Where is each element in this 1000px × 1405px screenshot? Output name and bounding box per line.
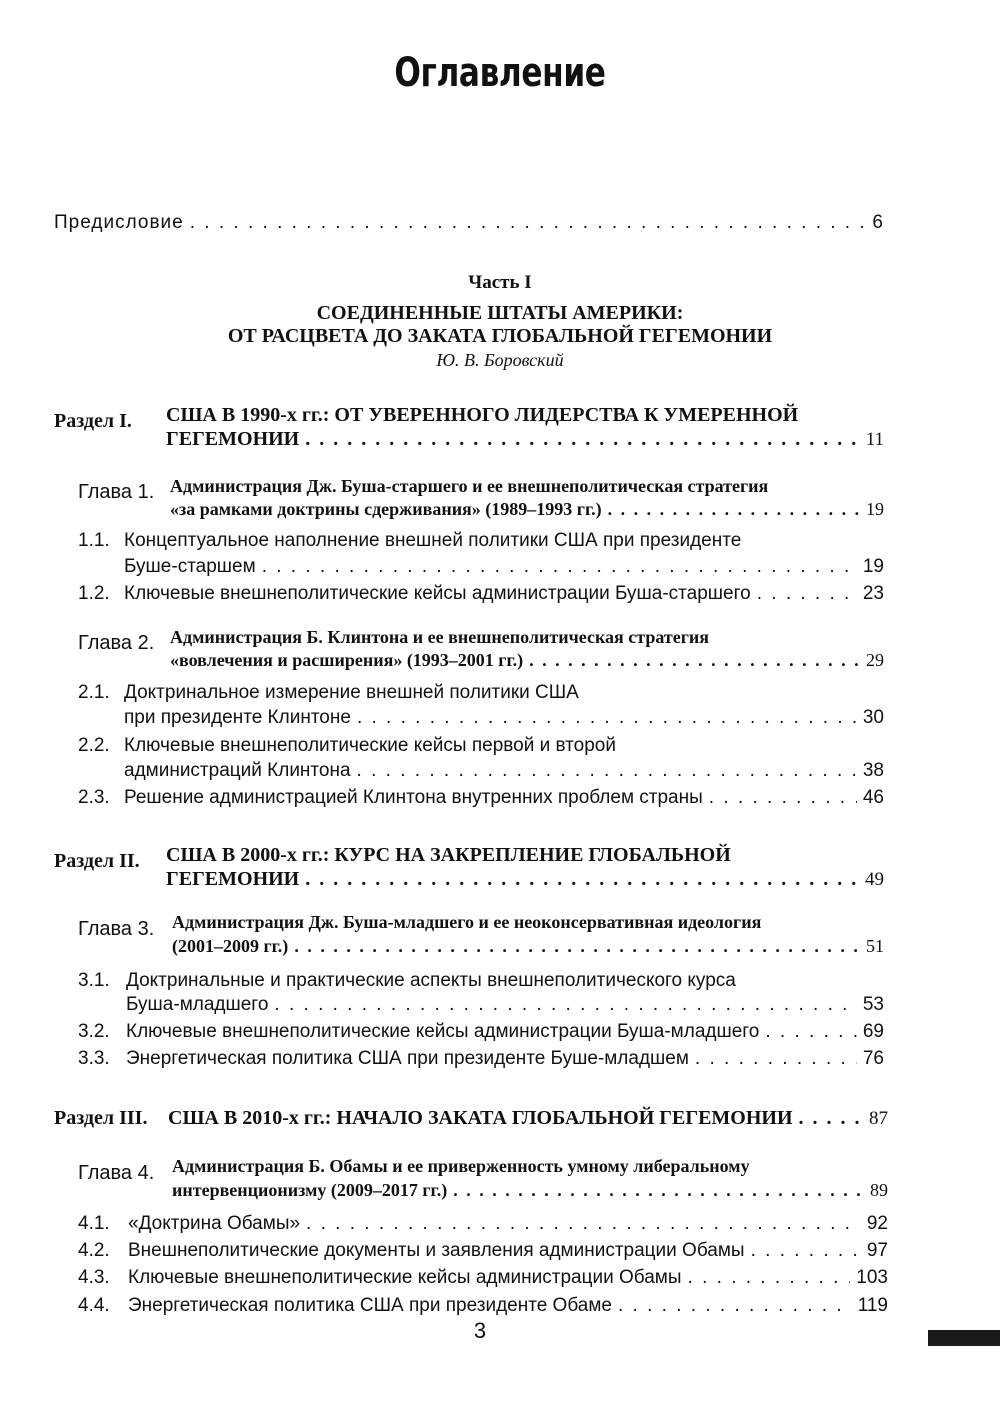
chapter-page: 51 [866,936,884,956]
toc-subsection-4-4[interactable] [78,1295,888,1317]
chapter-page: 89 [870,1180,888,1200]
subsection-title-line1: Доктринальное измерение внешней политики США [124,682,579,703]
subsection-title-line1: Концептуальное наполнение внешней политики США при президенте [124,530,742,551]
subsection-page: 69 [862,1021,884,1042]
section-page: 49 [865,869,884,890]
toc-subsection-3-2[interactable] [78,1021,884,1043]
subsection-title-line2: Буше-старшем [124,556,256,577]
preface-label: Предисловие [54,212,184,233]
leader-dots [709,787,857,809]
leader-dots [608,499,860,520]
toc-section-3[interactable] [54,1107,888,1130]
leader-dots [695,1048,857,1070]
subsection-title-line1: Ключевые внешнеполитические кейсы первой и второй [124,735,616,756]
toc-subsection-3-3[interactable] [78,1048,884,1070]
chapter-title-line2: «за рамками доктрины сдерживания» (1989–1993 гг.) [170,499,602,519]
subsection-page: 38 [862,760,884,781]
leader-dots [357,760,857,782]
leader-dots [765,1021,856,1043]
chapter-label: Глава 1. [78,481,155,503]
subsection-title-line2: при президенте Клинтоне [124,707,351,728]
toc-entry-preface[interactable] [54,212,884,234]
chapter-title-line1: Администрация Дж. Буша-старшего и ее внешнеполитическая стратегия [170,476,769,496]
toc-subsection-4-1[interactable] [78,1213,888,1235]
subsection-title: Ключевые внешнеполитические кейсы администрации Буша-младшего [126,1021,760,1042]
subsection-page: 92 [866,1213,888,1234]
subsection-number: 3.1. [78,970,110,991]
leader-dots [262,556,857,578]
chapter-label: Глава 2. [78,632,155,654]
subsection-page: 19 [862,556,884,577]
subsection-number: 2.3. [78,787,110,808]
leader-dots [357,707,857,729]
subsection-page: 30 [862,707,884,728]
part-title-line1: СОЕДИНЕННЫЕ ШТАТЫ АМЕРИКИ: [316,302,684,324]
part-author: Ю. В. Боровский [436,350,564,370]
subsection-title-line1: Доктринальные и практические аспекты внешнеполитического курса [126,970,736,991]
chapter-page: 19 [866,499,884,519]
chapter-title-line2: интервенционизму (2009–2017 гг.) [172,1180,448,1200]
subsection-page: 97 [866,1240,888,1261]
subsection-page: 103 [856,1267,888,1288]
section-title-line1: США В 2000-х гг.: КУРС НА ЗАКРЕПЛЕНИЕ ГЛОБАЛЬНОЙ [166,844,731,866]
subsection-title: «Доктрина Обамы» [128,1213,301,1234]
subsection-page: 53 [862,994,884,1015]
section-title-line2: ГЕГЕМОНИИ [166,428,300,450]
toc-subsection-2-3[interactable] [78,787,884,809]
subsection-number: 4.2. [78,1240,110,1261]
subsection-number: 4.3. [78,1267,110,1288]
leader-dots [294,936,860,957]
section-label: Раздел I. [54,410,132,432]
page-edge-mark [928,1330,1000,1346]
section-page: 11 [865,429,884,450]
section-label: Раздел III. [54,1107,148,1129]
section-title-line2: ГЕГЕМОНИИ [166,868,300,890]
leader-dots [799,1107,863,1130]
subsection-number: 1.1. [78,530,110,551]
toc-subsection-4-2[interactable] [78,1240,888,1262]
subsection-title: Ключевые внешнеполитические кейсы администрации Обамы [128,1267,682,1288]
chapter-title-line1: Администрация Б. Клинтона и ее внешнеполитическая стратегия [170,627,709,647]
leader-dots [306,1213,861,1235]
subsection-title: Решение администрацией Клинтона внутренних проблем страны [124,787,703,808]
chapter-page: 29 [866,650,884,670]
toc-subsection-1-2[interactable] [78,583,884,605]
leader-dots [618,1295,852,1317]
page-number: 3 [473,1318,487,1343]
leader-dots [305,868,859,891]
subsection-page: 76 [862,1048,884,1069]
leader-dots [274,994,856,1016]
section-page: 87 [869,1108,888,1129]
subsection-number: 4.4. [78,1295,110,1316]
subsection-title: Ключевые внешнеполитические кейсы администрации Буша-старшего [124,583,751,604]
subsection-title-line2: Буша-младшего [126,994,269,1015]
leader-dots [688,1267,851,1289]
subsection-page: 46 [862,787,884,808]
section-label: Раздел II. [54,850,140,872]
leader-dots [453,1180,864,1201]
leader-dots [305,428,859,451]
subsection-title: Внешнеполитические документы и заявления администрации Обамы [128,1240,745,1261]
subsection-number: 3.3. [78,1048,110,1069]
subsection-number: 4.1. [78,1213,110,1234]
subsection-number: 2.1. [78,682,110,703]
preface-page: 6 [872,212,884,233]
page-title: Оглавление [394,50,606,96]
chapter-label: Глава 4. [78,1162,155,1184]
part-title-line2: ОТ РАСЦВЕТА ДО ЗАКАТА ГЛОБАЛЬНОЙ ГЕГЕМОНИИ [227,325,773,347]
section-title: США В 2010-х гг.: НАЧАЛО ЗАКАТА ГЛОБАЛЬНОЙ ГЕГЕМОНИИ [168,1107,793,1129]
leader-dots [757,583,857,605]
leader-dots [529,650,860,671]
chapter-title-line2: «вовлечения и расширения» (1993–2001 гг.) [170,650,524,670]
section-title-line1: США В 1990-х гг.: ОТ УВЕРЕННОГО ЛИДЕРСТВА К УМЕРЕННОЙ [166,404,799,426]
subsection-title: Энергетическая политика США при президенте Обаме [128,1295,612,1316]
part-label: Часть I [468,272,532,293]
subsection-title: Энергетическая политика США при президенте Буше-младшем [126,1048,689,1069]
leader-dots [190,212,867,234]
leader-dots [751,1240,861,1262]
subsection-title-line2: администраций Клинтона [124,760,351,781]
chapter-title-line2: (2001–2009 гг.) [172,936,289,956]
subsection-number: 1.2. [78,583,110,604]
chapter-label: Глава 3. [78,918,155,940]
toc-subsection-4-3[interactable] [78,1267,888,1289]
subsection-page: 119 [857,1295,888,1316]
subsection-number: 2.2. [78,735,110,756]
subsection-number: 3.2. [78,1021,110,1042]
chapter-title-line1: Администрация Б. Обамы и ее приверженность умному либеральному [172,1156,750,1176]
subsection-page: 23 [862,583,884,604]
chapter-title-line1: Администрация Дж. Буша-младшего и ее неоконсервативная идеология [172,912,762,932]
